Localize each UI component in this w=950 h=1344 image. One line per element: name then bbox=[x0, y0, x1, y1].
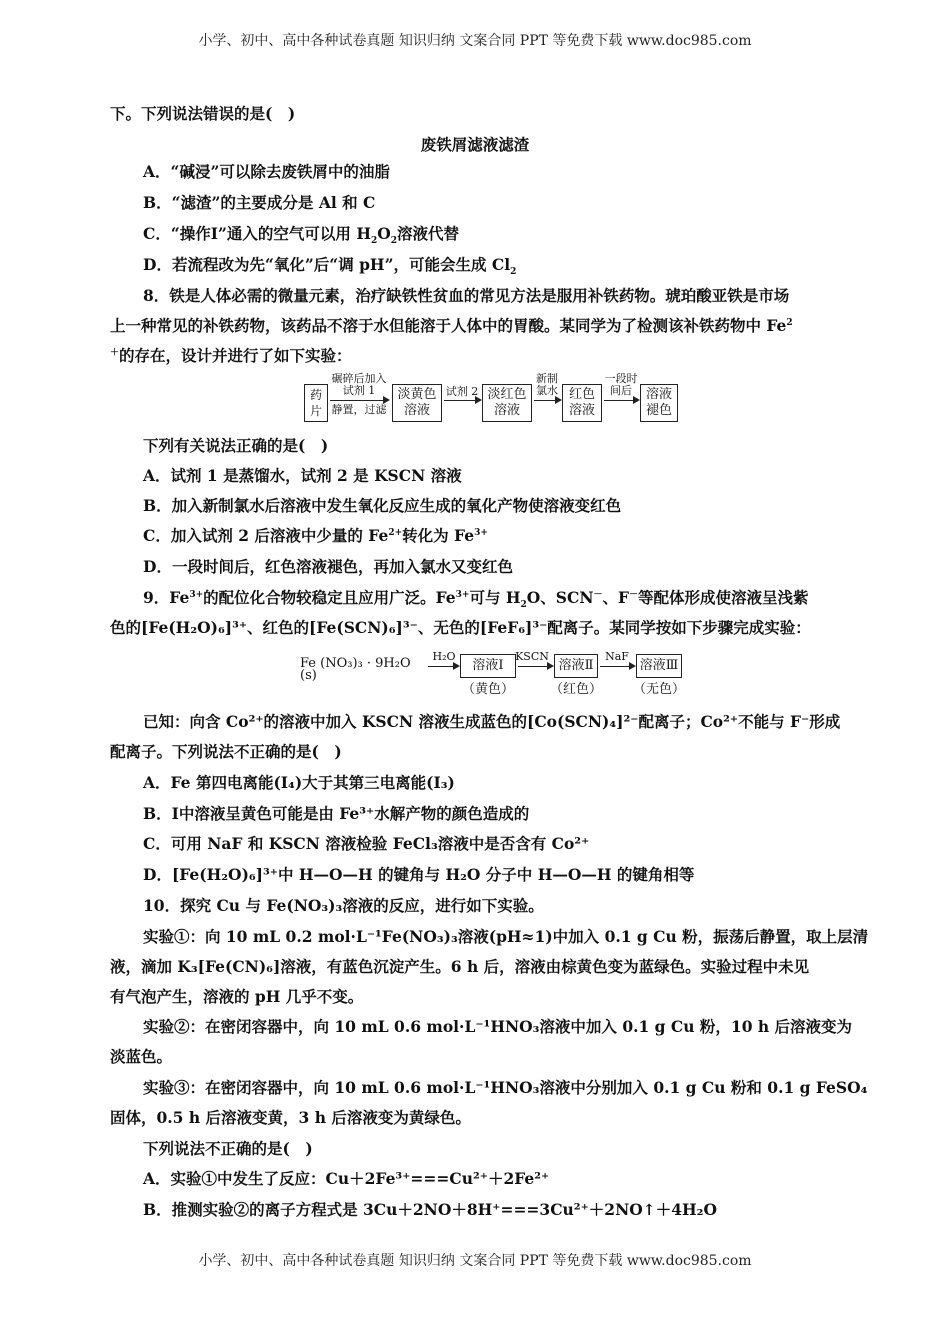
q8-flow-arrow2-label: 试剂 2 bbox=[445, 385, 479, 398]
q10-exp1-line3: 有气泡产生，溶液的 pH 几乎不变。 bbox=[110, 987, 364, 1006]
q9-flow-color-2: （红色） bbox=[549, 682, 602, 697]
q7-option-a: A．“碱浸”可以除去废铁屑中的油脂 bbox=[143, 162, 390, 181]
q9-known-line2: 配离子。下列说法不正确的是( ) bbox=[110, 742, 342, 761]
q8-flow-arrow4-label: 一段时间后 bbox=[604, 372, 638, 397]
q8-flow-arrow3 bbox=[534, 400, 560, 401]
q8-flow-arrow4 bbox=[604, 400, 638, 401]
q9-stem-line2: 色的[Fe(H₂O)₆]³⁺、红色的[Fe(SCN)₆]³⁻、无色的[FeF₆]³⁻配离子。某同学按如下步骤完成实验： bbox=[110, 618, 811, 637]
q8-option-a: A．试剂 1 是蒸馏水，试剂 2 是 KSCN 溶液 bbox=[143, 466, 462, 485]
q10-exp2-line2: 淡蓝色。 bbox=[110, 1047, 173, 1066]
q9-option-c: C．可用 NaF 和 KSCN 溶液检验 FeCl₃溶液中是否含有 Co²⁺ bbox=[143, 834, 590, 853]
page-header: 小学、初中、高中各种试卷真题 知识归纳 文案合同 PPT 等免费下载 www.doc985.com bbox=[198, 33, 752, 49]
q9-option-d: D．[Fe(H₂O)₆]³⁺中 H—O—H 的键角与 H₂O 分子中 H—O—H 的键角相等 bbox=[143, 865, 695, 884]
q9-flow-solution-1: 溶液Ⅰ bbox=[460, 654, 516, 678]
q8-flow-arrow1-top: 碾碎后加入试剂 1 bbox=[331, 372, 387, 397]
q8-flow-box-faded: 溶液褪色 bbox=[640, 384, 678, 422]
q8-flow-arrow2 bbox=[444, 400, 480, 401]
q10-option-a: A．实验①中发生了反应：Cu＋2Fe³⁺===Cu²⁺＋2Fe²⁺ bbox=[143, 1169, 550, 1188]
q7-stem-tail: 下。下列说法错误的是( ) bbox=[110, 104, 296, 123]
q8-flow-box-pill: 药片 bbox=[304, 384, 328, 422]
q9-flow-arrow1 bbox=[428, 666, 458, 667]
q9-known-line1: 已知：向含 Co²⁺的溶液中加入 KSCN 溶液生成蓝色的[Co(SCN)₄]²⁻配离子；Co²⁺不能与 F⁻形成 bbox=[143, 712, 841, 731]
q8-flow-arrow3-label: 新制氯水 bbox=[536, 372, 558, 397]
q8-flow-box-pale-red: 淡红色溶液 bbox=[482, 384, 532, 422]
q9-option-b: B．Ⅰ中溶液呈黄色可能是由 Fe³⁺水解产物的颜色造成的 bbox=[143, 804, 530, 823]
q9-option-a: A．Fe 第四电离能(I₄)大于其第三电离能(I₃) bbox=[143, 773, 455, 792]
q8-flow-box-red: 红色溶液 bbox=[562, 384, 602, 422]
page-footer: 小学、初中、高中各种试卷真题 知识归纳 文案合同 PPT 等免费下载 www.doc985.com bbox=[198, 1253, 752, 1269]
q10-exp3-line2: 固体，0.5 h 后溶液变黄，3 h 后溶液变为黄绿色。 bbox=[110, 1108, 471, 1127]
q8-flow-arrow1 bbox=[330, 400, 388, 401]
q8-question: 下列有关说法正确的是( ) bbox=[143, 436, 329, 455]
q8-option-d: D．一段时间后，红色溶液褪色，再加入氯水又变红色 bbox=[143, 557, 513, 576]
q9-flow-color-1: （黄色） bbox=[461, 682, 514, 697]
q10-question: 下列说法不正确的是( ) bbox=[143, 1139, 313, 1158]
q7-option-b: B．“滤渣”的主要成分是 Al 和 C bbox=[143, 193, 376, 212]
q9-flow-color-3: （无色） bbox=[632, 682, 685, 697]
q9-flow-start: Fe (NO₃)₃ · 9H₂O (s) bbox=[300, 656, 411, 683]
q9-flow-arrow3-label: NaF bbox=[605, 650, 629, 663]
q8-stem-line2: 上一种常见的补铁药物，该药品不溶于水但能溶于人体中的胃酸。某同学为了检测该补铁药物中 Fe$^2$ bbox=[110, 316, 793, 335]
q10-exp2-line1: 实验②：在密闭容器中，向 10 mL 0.6 mol·L⁻¹HNO₃溶液中加入 0.1 g Cu 粉，10 h 后溶液变为 bbox=[143, 1017, 853, 1036]
q10-stem: 10．探究 Cu 与 Fe(NO₃)₃溶液的反应，进行如下实验。 bbox=[143, 896, 544, 915]
q8-flow-box-pale-yellow: 淡黄色溶液 bbox=[392, 384, 442, 422]
q8-stem-line3: ＋的存在，设计并进行了如下实验： bbox=[110, 346, 352, 365]
q10-exp1-line2: 液，滴加 K₃[Fe(CN)₆]溶液，有蓝色沉淀产生。6 h 后，溶液由棕黄色变为蓝绿色。实验过程中未见 bbox=[110, 957, 810, 976]
q9-flow-arrow2-label: KSCN bbox=[515, 650, 549, 663]
q7-option-c: C．“操作Ⅰ”通入的空气可以用 $H_2O_2$溶液代替 bbox=[143, 224, 460, 247]
q9-flow-arrow3 bbox=[600, 666, 634, 667]
q9-flow-solution-3: 溶液Ⅲ bbox=[636, 654, 682, 678]
q10-option-b: B．推测实验②的离子方程式是 3Cu＋2NO＋8H⁺===3Cu²⁺＋2NO↑＋4H₂O bbox=[143, 1200, 717, 1219]
q7-flow-title: 废铁屑滤液滤渣 bbox=[420, 135, 530, 154]
q10-exp1-line1: 实验①：向 10 mL 0.2 mol·L⁻¹Fe(NO₃)₃溶液(pH≈1)中加入 0.1 g Cu 粉，振荡后静置，取上层清 bbox=[143, 927, 869, 946]
q10-exp3-line1: 实验③：在密闭容器中，向 10 mL 0.6 mol·L⁻¹HNO₃溶液中分别加入 0.1 g Cu 粉和 0.1 g FeSO₄ bbox=[143, 1078, 868, 1097]
q8-option-c: C．加入试剂 2 后溶液中少量的 $Fe^{2+}$转化为 $Fe^{3+}$ bbox=[143, 526, 488, 545]
q8-option-b: B．加入新制氯水后溶液中发生氧化反应生成的氧化产物使溶液变红色 bbox=[143, 496, 622, 515]
q8-flow-arrow1-bottom: 静置，过滤 bbox=[331, 403, 387, 416]
q8-stem-line1: 8．铁是人体必需的微量元素，治疗缺铁性贫血的常见方法是服用补铁药物。琥珀酸亚铁是市场 bbox=[143, 286, 790, 305]
q9-flow-arrow2 bbox=[518, 666, 552, 667]
q9-stem-line1: 9．$Fe^{3+}$的配位化合物较稳定且应用广泛。$Fe^{3+}$可与 $H_2O$、SCN－、F－等配体形成使溶液呈浅紫 bbox=[143, 588, 809, 611]
q7-option-d: D．若流程改为先“氧化”后“调 pH”，可能会生成 $Cl_2$ bbox=[143, 255, 517, 278]
q9-flow-solution-2: 溶液Ⅱ bbox=[554, 654, 598, 678]
q9-flow-arrow1-label: H₂O bbox=[432, 650, 456, 663]
